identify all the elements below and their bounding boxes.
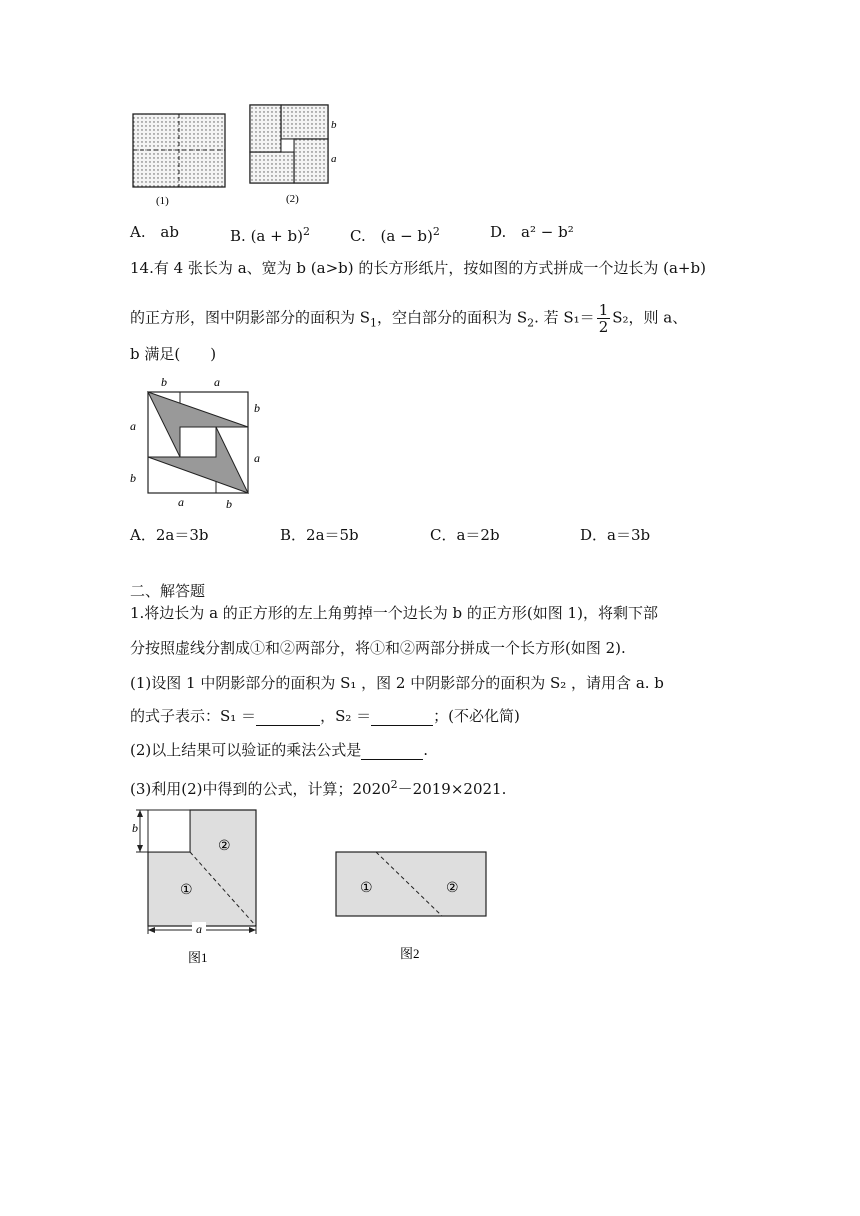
- q14-label-right-b: b: [254, 401, 260, 415]
- q14-fraction: $\frac{1}{2}$: [598, 301, 609, 336]
- section-heading: 二、解答题: [130, 582, 206, 600]
- q14-choice-b: B．2a＝5b: [280, 526, 359, 544]
- s2-fig2-caption: 图2: [400, 946, 420, 961]
- s2-p4: (3)利用(2)中得到的公式，计算；$2020^2-2019\times 2021$.: [130, 778, 507, 798]
- s2-fig1-caption: 图1: [188, 950, 208, 965]
- s2-p1-line2: 分按照虚线分割成①和②两部分，将①和②两部分拼成一个长方形(如图 2).: [130, 639, 626, 657]
- q14-label-bottom-b: b: [226, 497, 232, 511]
- q14-label-right-a: a: [254, 451, 260, 465]
- q13-figure-1: [128, 108, 232, 208]
- s2-fig2-region2: ②: [446, 881, 459, 896]
- q14-line1: 14.有 4 张长为 a、宽为 b (a>b) 的长方形纸片，按如图的方式拼成一个边长为 (a+b): [130, 259, 706, 277]
- q13-fig2-label-b: b: [331, 119, 337, 131]
- q14-choice-a: A．2a＝3b: [130, 526, 209, 544]
- s2-p1-line1: 1.将边长为 a 的正方形的左上角剪掉一个边长为 b 的正方形(如图 1)，将剩下部: [130, 604, 658, 622]
- s2-p2-line2: 的式子表示：S₁ ＝ ，S₂ ＝ ；(不必化简): [130, 707, 520, 725]
- q13-choice-a: A. ab: [130, 223, 179, 241]
- q14-choice-c: C．a＝2b: [430, 526, 500, 544]
- q13-choice-c: C. $(a - b)^2$: [350, 225, 440, 245]
- q14-label-bottom-a: a: [178, 495, 184, 509]
- s1-blank: [256, 709, 320, 726]
- s2-fig1-region2: ②: [218, 839, 231, 854]
- q13-fig2-label-a: a: [331, 153, 337, 165]
- s2-p3: (2)以上结果可以验证的乘法公式是 .: [130, 741, 429, 759]
- q14-label-left-a: a: [130, 419, 136, 433]
- q14-choice-d: D．a＝3b: [580, 526, 651, 544]
- q13-choice-b: B. $(a + b)^2$: [230, 225, 310, 245]
- q14-line2: 的正方形，图中阴影部分的面积为 $S_1$，空白部分的面积为 $S_2$. 若 S₁＝ $\frac{1}{2}$ S₂，则 a、: [130, 301, 688, 336]
- q13-fig2-caption: (2): [286, 193, 299, 205]
- s2-fig2-region1: ①: [360, 881, 373, 896]
- q13-choice-d: D. a² − b²: [490, 223, 574, 241]
- q14-label-top-b: b: [161, 375, 167, 389]
- s2-fig1-label-a: a: [196, 922, 202, 936]
- formula-blank: [361, 743, 423, 760]
- s2-figure-2: [332, 846, 492, 966]
- s2-figure-1: [126, 802, 276, 978]
- q14-label-top-a: a: [214, 375, 220, 389]
- q14-label-left-b: b: [130, 471, 136, 485]
- q14-line3: b 满足( ): [130, 345, 217, 363]
- s2-p2-line1: (1)设图 1 中阴影部分的面积为 S₁ ，图 2 中阴影部分的面积为 S₂ ，请用含 a. b: [130, 674, 664, 692]
- q13-figure-2: [246, 102, 356, 206]
- s2-fig1-region1: ①: [180, 883, 193, 898]
- q14-figure: [126, 372, 270, 512]
- q13-fig1-caption: (1): [156, 195, 169, 207]
- s2-fig1-label-b: b: [132, 821, 138, 835]
- s2-blank: [371, 709, 433, 726]
